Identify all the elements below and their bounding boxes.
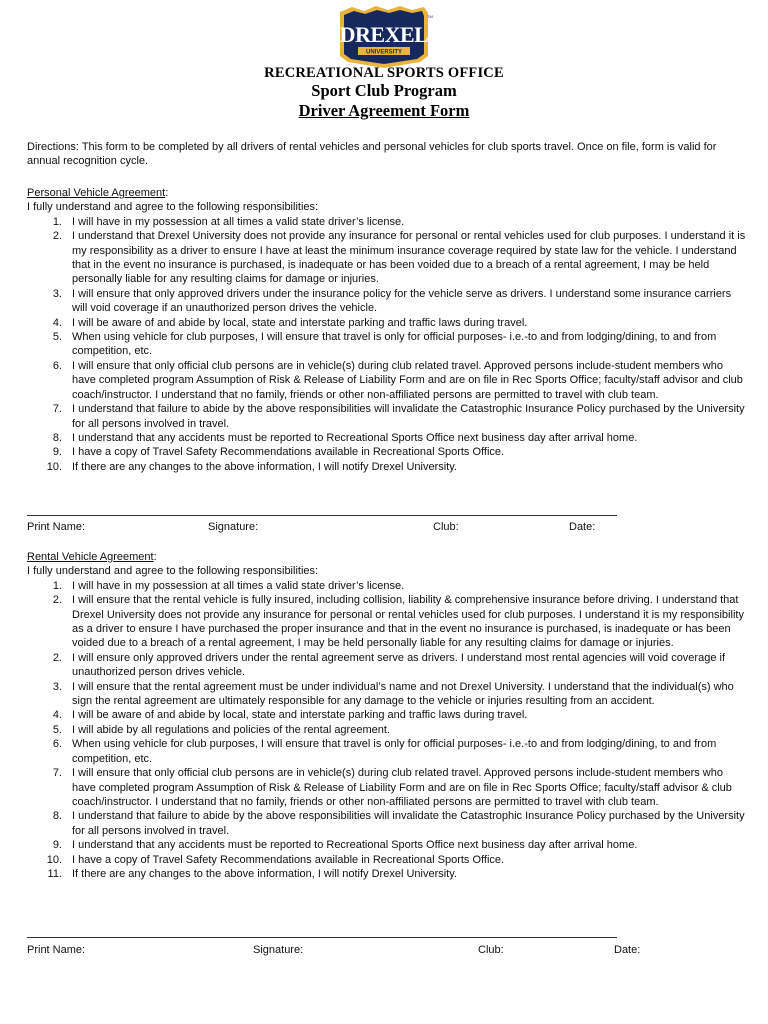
logo-trademark: TM: [427, 14, 433, 19]
item-number: 2.: [52, 230, 62, 243]
item-number: 9.: [52, 446, 62, 459]
item-text: When using vehicle for club purposes, I will ensure that travel is only for official purposes- i.e.-to and from lodging/dining, to and from competition, etc.: [72, 331, 717, 358]
item-number: 6.: [52, 738, 62, 751]
item-text: I will ensure that the rental vehicle is fully insured, including collision, liability & comprehensive insurance before driving. I understand that Drexel University does not provide any insurance for personal or rental vehicles used for club purposes. I understand it is my responsibility as a driver to ensure I have purchased the proper insurance and that in the event no insurance is purchased, is inadequate or has been voided due to a breach of a rental agreement, I may be held personally liable for any resulting claims for damage or injuries.: [72, 594, 744, 650]
rental-agreement-heading: [27, 550, 747, 564]
list-item: [27, 838, 747, 852]
list-item: [27, 853, 747, 867]
item-number: 3.: [52, 680, 62, 693]
list-item: [27, 766, 747, 809]
list-item: [27, 229, 747, 287]
item-number: 8.: [52, 431, 62, 444]
item-text: I understand that failure to abide by the above responsibilities will invalidate the Catastrophic Insurance Policy purchased by the University for all persons involved in travel.: [72, 810, 745, 837]
item-text: I will abide by all regulations and policies of the rental agreement.: [72, 723, 390, 736]
list-item: [27, 809, 747, 838]
item-number: 5.: [52, 331, 62, 344]
item-text: I will ensure that only approved drivers under the insurance policy for the vehicle serve as drivers. I understand some insurance carriers will void coverage if an unauthorized person drives the vehicle.: [72, 287, 732, 315]
item-text: I will ensure only approved drivers under the rental agreement serve as drivers. I understand most rental agencies will void coverage if unauthorized person drives vehicle.: [72, 651, 725, 679]
list-item: [27, 723, 747, 737]
personal-agreement-intro: I fully understand and agree to the following responsibilities:: [27, 201, 319, 214]
print-name-label: Print Name:: [27, 521, 86, 533]
office-heading: RECREATIONAL SPORTS OFFICE: [264, 65, 504, 81]
date-label: Date:: [569, 521, 596, 533]
rental-agreement-intro: I fully understand and agree to the following responsibilities:: [27, 565, 319, 578]
item-text: I will be aware of and abide by local, state and interstate parking and traffic laws during travel.: [72, 316, 528, 329]
list-item: [27, 593, 747, 651]
item-text: I have a copy of Travel Safety Recommendations available in Recreational Sports Office.: [72, 446, 505, 459]
item-text: I will be aware of and abide by local, state and interstate parking and traffic laws during travel.: [72, 709, 528, 722]
list-item: [27, 680, 747, 709]
rental-agreement-colon: :: [153, 551, 157, 563]
personal-agreement-section: [27, 186, 747, 474]
rental-signature-row: [27, 943, 747, 959]
item-text: I understand that any accidents must be reported to Recreational Sports Office next business day after arrival home.: [72, 839, 638, 852]
item-number: 7.: [52, 403, 62, 416]
personal-agreement-colon: :: [165, 187, 169, 199]
item-text: If there are any changes to the above information, I will notify Drexel University.: [72, 867, 457, 880]
item-number: 9.: [52, 839, 62, 852]
list-item: [27, 867, 747, 881]
signature-label: Signature:: [253, 944, 304, 956]
drexel-logo: [334, 6, 434, 68]
signature-line: [27, 515, 617, 516]
club-label: Club:: [478, 944, 504, 956]
list-item: [27, 651, 747, 680]
personal-signature-row: [27, 520, 747, 536]
item-number: 5.: [52, 723, 62, 736]
item-number: 1.: [52, 579, 62, 592]
item-number: 8.: [52, 810, 62, 823]
item-text: I understand that Drexel University does not provide any insurance for personal or rental vehicles used for club purposes. I understand it is my responsibility as a driver to ensure I have at least the minimum insurance coverage required by state law for the vehicle. I understand that in the event no insurance is purchased, is inadequate or has been voided due to a breach of a rental agreement, I may be held personally liable for any resulting claims for damage or injuries.: [72, 230, 746, 286]
item-text: I will ensure that only official club persons are in vehicle(s) during club related travel. Approved persons include-student members who have completed program Assumption of Risk & Release of Liability Form and are on file in Rec Sports Office; faculty/staff advisor & club coach/instructor. I understand that no family, friends or other non-affiliated persons are permitted to travel with club team.: [72, 767, 732, 808]
list-item: [27, 431, 747, 445]
list-item: [27, 445, 747, 459]
item-text: I have a copy of Travel Safety Recommendations available in Recreational Sports Office.: [72, 853, 505, 866]
list-item: [27, 737, 747, 766]
item-text: I will ensure that only official club persons are in vehicle(s) during club related travel. Approved persons include-student members who have completed program Assumption of Risk & Release of Liability Form and are on file in Rec Sports Office; faculty/staff advisor and club coach/instructor. I understand that no family, friends or other non-affiliated persons are permitted to travel with club team.: [72, 359, 743, 401]
list-item: [27, 287, 747, 316]
list-item: [27, 359, 747, 402]
item-number: 3.: [52, 287, 62, 300]
print-name-label: Print Name:: [27, 944, 86, 956]
item-text: If there are any changes to the above information, I will notify Drexel University.: [72, 460, 457, 473]
directions-text: Directions: This form to be completed by all drivers of rental vehicles and personal vehicles for club sports travel. Once on file, form is valid for annual recognition cycle.: [27, 141, 717, 168]
personal-agreement-heading: [27, 186, 747, 200]
rental-responsibilities-list: [27, 579, 747, 882]
item-number: 4.: [52, 316, 62, 329]
signature-line: [27, 937, 617, 938]
personal-responsibilities-list: [27, 215, 747, 474]
club-label: Club:: [433, 521, 459, 533]
item-number: 4.: [52, 709, 62, 722]
date-label: Date:: [614, 944, 641, 956]
logo-subtext: UNIVERSITY: [365, 49, 403, 56]
list-item: [27, 460, 747, 474]
item-number: 10.: [46, 853, 62, 866]
rental-agreement-title: Rental Vehicle Agreement: [27, 551, 154, 563]
item-text: When using vehicle for club purposes, I will ensure that travel is only for official purposes- i.e.-to and from lodging/dining, to and from competition, etc.: [72, 738, 717, 765]
personal-agreement-title: Personal Vehicle Agreement: [27, 187, 166, 199]
item-number: 1.: [52, 215, 62, 228]
signature-label: Signature:: [208, 521, 259, 533]
item-text: I will have in my possession at all times a valid state driver’s license.: [72, 215, 405, 228]
item-number: 7.: [52, 767, 62, 780]
logo-text: DREXEL: [339, 22, 429, 47]
list-item: [27, 215, 747, 229]
list-item: [27, 579, 747, 593]
item-number: 2.: [52, 651, 62, 664]
item-number: 6.: [52, 359, 62, 372]
program-heading: Sport Club Program: [311, 81, 457, 100]
item-text: I understand that failure to abide by the above responsibilities will invalidate the Catastrophic Insurance Policy purchased by the University for all persons involved in travel.: [72, 403, 745, 430]
list-item: [27, 316, 747, 330]
item-number: 11.: [47, 867, 62, 880]
item-text: I will have in my possession at all times a valid state driver’s license.: [72, 579, 405, 592]
item-text: I understand that any accidents must be reported to Recreational Sports Office next business day after arrival home.: [72, 431, 638, 444]
rental-agreement-section: [27, 550, 747, 881]
list-item: [27, 402, 747, 431]
list-item: [27, 708, 747, 722]
list-item: [27, 330, 747, 359]
form-title: Driver Agreement Form: [298, 101, 470, 120]
item-number: 10.: [46, 460, 62, 473]
item-text: I will ensure that the rental agreement must be under individual’s name and not Drexel University. I understand that the individual(s) who sign the rental agreement are ultimately responsible for any damage to the vehicle or injuries resulting from an accident.: [72, 680, 734, 708]
item-number: 2.: [52, 594, 62, 607]
